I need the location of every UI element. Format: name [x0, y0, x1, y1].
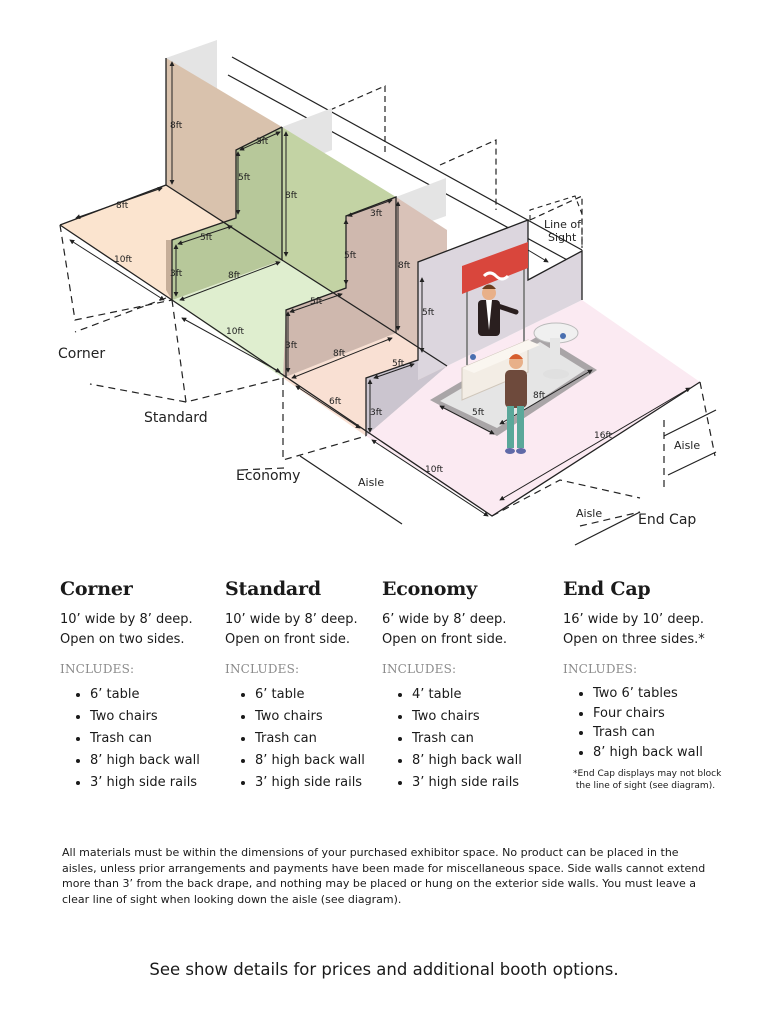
booth-openness: Open on front side. [382, 632, 508, 647]
list-item: • 6’ table [255, 684, 365, 706]
dim-standard-rail: 3ft [285, 341, 298, 351]
label-economy: Economy [236, 468, 301, 484]
includes-list [382, 684, 522, 794]
list-item: • 8’ high back wall [412, 750, 522, 772]
dim-standard-rail-depth: 5ft [200, 233, 213, 243]
dim-corner-height: 8ft [170, 121, 183, 131]
booth-title: Standard [225, 578, 321, 600]
dim-carpet-depth: 5ft [472, 408, 485, 418]
includes-label: INCLUDES: [563, 662, 638, 676]
booth-openness: Open on two sides. [60, 632, 185, 647]
list-item: • Trash can [593, 723, 721, 743]
dim-corner-rail: 3ft [170, 269, 183, 279]
booth-size: 6’ wide by 8’ deep. [382, 612, 507, 627]
dim-economy-rail-depth: 5ft [310, 297, 323, 307]
dim-corner-depth: 8ft [116, 201, 129, 211]
includes-label: INCLUDES: [225, 662, 300, 676]
end-cap-note-line1: *End Cap displays may not block [573, 769, 722, 779]
list-item: • Trash can [255, 728, 365, 750]
dim-standard-height: 8ft [285, 191, 298, 201]
booth-openness: Open on three sides.* [563, 632, 705, 647]
booth-title: Corner [60, 578, 133, 600]
includes-list [225, 684, 365, 794]
booth-title: End Cap [563, 578, 651, 600]
list-item: • Trash can [412, 728, 522, 750]
dim-economy-depth: 8ft [333, 349, 346, 359]
label-line-of-sight-1: Line of [544, 218, 582, 231]
dim-endcap-wall: 5ft [422, 308, 435, 318]
dim-economy-step: 3ft [370, 209, 383, 219]
label-aisle-bottom: Aisle [576, 507, 603, 520]
list-item: • Two chairs [90, 706, 200, 728]
list-item: • 3’ high side rails [90, 772, 200, 794]
dim-economy-rail: 3ft [370, 408, 383, 418]
disclaimer-text: All materials must be within the dimensions of your purchased exhibitor space. No product can be placed in the aisles, unless prior arrangements and payments have been made for miscellaneous space. Side walls cannot extend more than 3’ from the back drape, and nothing may be placed or hung on the exterior side walls. You must leave a clear line of sight when looking down the aisle (see diagram). [62, 846, 706, 906]
list-item: • Two chairs [255, 706, 365, 728]
label-line-of-sight-2: Sight [548, 231, 577, 244]
list-item: • 4’ table [412, 684, 522, 706]
dim-standard-step: 3ft [256, 137, 269, 147]
includes-label: INCLUDES: [382, 662, 457, 676]
end-cap-note-line2: the line of sight (see diagram). [575, 781, 716, 791]
list-item: • Two chairs [412, 706, 522, 728]
booth-standard [225, 578, 365, 794]
dim-standard-depth: 8ft [228, 271, 241, 281]
dim-economy-height: 8ft [398, 261, 411, 271]
list-item: • 3’ high side rails [255, 772, 365, 794]
list-item: • 8’ high back wall [593, 743, 721, 763]
label-aisle-right: Aisle [674, 439, 701, 452]
booth-size: 10’ wide by 8’ deep. [225, 612, 358, 627]
list-item: • 8’ high back wall [255, 750, 365, 772]
list-item: • 6’ table [90, 684, 200, 706]
includes-label: INCLUDES: [60, 662, 135, 676]
list-item: • 3’ high side rails [412, 772, 522, 794]
dim-standard-width: 10ft [226, 327, 244, 337]
list-item: • 8’ high back wall [90, 750, 200, 772]
end-cap-note [573, 768, 721, 792]
booth-size: 10’ wide by 8’ deep. [60, 612, 193, 627]
footer-text: See show details for prices and additional booth options. [149, 960, 619, 979]
list-item: • Two 6’ tables [593, 684, 721, 704]
label-standard: Standard [144, 410, 208, 426]
dim-corner-width: 10ft [114, 255, 132, 265]
booth-openness: Open on front side. [225, 632, 351, 647]
dim-economy-width: 6ft [329, 397, 342, 407]
booth-economy [382, 578, 522, 794]
dim-endcap-width: 16ft [594, 431, 612, 441]
dim-standard-wall-depth: 5ft [238, 173, 251, 183]
booth-corner [60, 578, 200, 794]
label-corner: Corner [58, 346, 106, 362]
dim-economy-wall-depth: 5ft [344, 251, 357, 261]
list-item: • Four chairs [593, 704, 721, 724]
includes-list [60, 684, 200, 794]
label-aisle-front: Aisle [358, 476, 385, 489]
booth-title: Economy [382, 578, 477, 600]
booth-end-cap [563, 578, 721, 792]
booth-size: 16’ wide by 10’ deep. [563, 612, 704, 627]
dim-endcap-rail-depth: 5ft [392, 359, 405, 369]
list-item: • Trash can [90, 728, 200, 750]
dim-endcap-depth: 10ft [425, 465, 443, 475]
label-end-cap: End Cap [638, 512, 697, 528]
includes-list [563, 684, 721, 762]
dim-carpet-width: 8ft [533, 391, 546, 401]
